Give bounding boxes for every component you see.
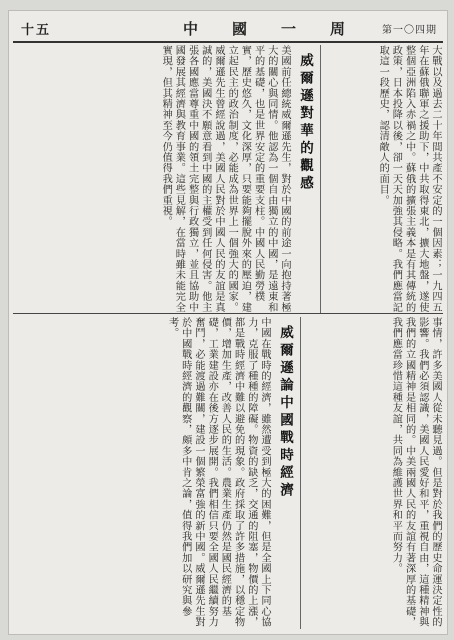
- page-header: [13, 17, 443, 43]
- column-divider: [300, 317, 301, 629]
- issue-number: 第一〇四期: [382, 25, 437, 36]
- publication-title: 中國一周: [183, 20, 380, 38]
- article-text: 事情，許多美國人從未聽見過。但是對於我們的歷史命運決定性的影響。我們必須認識，美國人民愛好和平，重視自由，這種精神與我們的立國精神是相同的。中美兩國人民的友誼有著深厚的基礎，我們應當珍惜這種友誼，共同為維護世界和平而努力。: [390, 317, 441, 628]
- column-divider: [320, 45, 321, 313]
- article-text: 中國在戰時的經濟，雖然遭受到極大的困難，但是全國上下同心協力，克服了種種的障礙。物資的缺乏，交通的阻塞，物價的上漲，都是戰時經濟中難以避免的現象。政府採取了許多措施，以穩定物價，增加生產，改善人民的生活。農業生產仍然是國民經濟的基礎，工業建設亦在後方逐步展開。我們相信只要全國人民繼續努力奮鬥，必能渡過難關，建設一個繁榮富強的新中國。威爾遜先生對於中國戰時經濟的觀察，頗多中肯之論，值得我們加以研究與參考。: [166, 317, 270, 628]
- article-text: 美國前任總統威爾遜先生，對於中國的前途一向抱持著極大的關心與同情。他認為一個自由獨立的中國，是遠東和平的基礎，也是世界安定的重要支柱。中國人民勤勞樸實，歷史悠久，文化深厚，只要能夠擺脫外來的壓迫，建立起民主的政治制度，必能成為世界上一個強大的國家。威爾遜先生曾經說過，美國人民對於中國人民的友誼是真誠的，美國決不願意看到中國的主權受到任何侵害。他主張各國應當尊重中國的領土完整與行政獨立，並且協助中國發展其經濟與教育事業。這些見解，在當時雖未能完全實現，但其精神至今仍值得我們重視。: [160, 45, 290, 313]
- article-title: 威爾遜對華的觀感: [297, 53, 313, 193]
- top-section: [13, 45, 443, 314]
- article-title: 威爾遜論中國戰時經濟: [277, 325, 293, 500]
- article-text: 大戰以及過去二十年間共產不安定的一個因素；一九四五年在蘇俄聯軍之援助下，中共取得東北，擴大地盤，遂使整個亞洲陷入赤禍之中。蘇俄的擴張主義本是有其傳統的政策，日本投降以後，卻一天天加強其侵略。我們應當記取這一段歷史，認清敵人的面目。: [377, 45, 441, 313]
- page-number: 十五: [21, 23, 52, 38]
- bottom-section: [13, 317, 443, 629]
- newspaper-page: [8, 10, 448, 635]
